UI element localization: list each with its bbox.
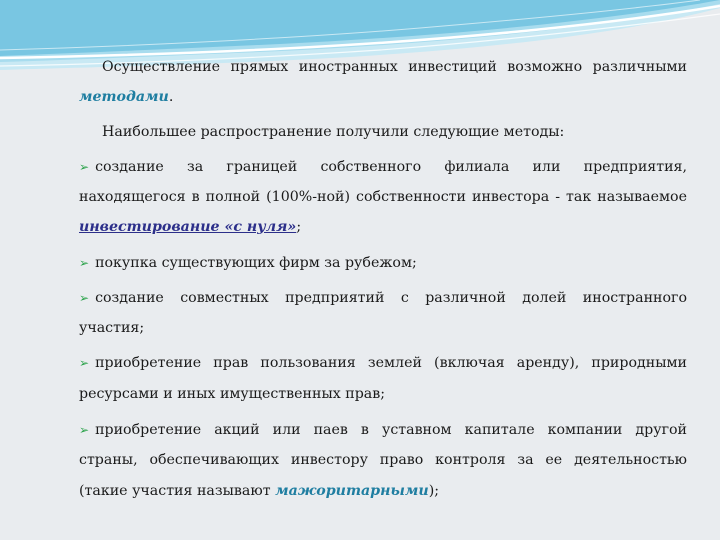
bullet-1-line-1	[79, 157, 687, 177]
intro-line-2	[79, 87, 687, 107]
arrow-bullet-icon: ➢	[79, 356, 90, 370]
bullet-4-line-1	[79, 353, 687, 373]
bullet-4-line-2	[79, 384, 687, 404]
bullet-3-text-2: участия;	[79, 320, 145, 336]
arrow-bullet-icon: ➢	[79, 256, 90, 270]
bullet-3-line-1	[79, 288, 687, 308]
bullet-4-text-2: ресурсами и иных имущественных прав;	[79, 386, 386, 402]
greenfield-term: инвестирование «с нуля»	[79, 219, 297, 235]
bullet-5-text-3: (такие участия называют	[79, 483, 276, 499]
bullet-3-line-2	[79, 318, 687, 338]
bullet-5-tail: );	[428, 483, 440, 499]
lead-text: Наибольшее распространение получили следующие методы:	[102, 124, 565, 140]
bullet-3-text: создание совместных предприятий с различной долей иностранного	[95, 290, 687, 306]
majority-term: мажоритарными	[275, 483, 429, 499]
bullet-5-text-2: страны, обеспечивающих инвестору право контроля за ее деятельностью	[79, 452, 687, 468]
bullet-1-text-2: находящегося в полной (100%-ной) собственности инвестора - так называемое	[79, 189, 687, 205]
bullet-1-text: создание за границей собственного филиала или предприятия,	[95, 159, 687, 175]
bullet-4-text: приобретение прав пользования землей (включая аренду), природными	[95, 355, 687, 371]
bullet-5-line-2	[79, 450, 687, 470]
bullet-2-text: покупка существующих фирм за рубежом;	[95, 255, 417, 271]
bullet-5-line-3	[79, 481, 687, 501]
intro-text: Осуществление прямых иностранных инвестиций возможно различными	[102, 59, 687, 75]
bullet-5-text: приобретение акций или паев в уставном капитале компании другой	[95, 422, 687, 438]
arrow-bullet-icon: ➢	[79, 423, 90, 437]
bullet-2-line-1	[79, 253, 687, 273]
methods-term: методами	[79, 89, 169, 105]
arrow-bullet-icon: ➢	[79, 291, 90, 305]
intro-period: .	[168, 89, 174, 105]
bullet-5-line-1	[79, 420, 687, 440]
lead-line	[102, 122, 687, 142]
bullet-1-tail: ;	[296, 219, 302, 235]
arrow-bullet-icon: ➢	[79, 160, 90, 174]
intro-line	[102, 57, 687, 77]
bullet-1-line-2	[79, 187, 687, 207]
bullet-1-line-3	[79, 217, 687, 237]
